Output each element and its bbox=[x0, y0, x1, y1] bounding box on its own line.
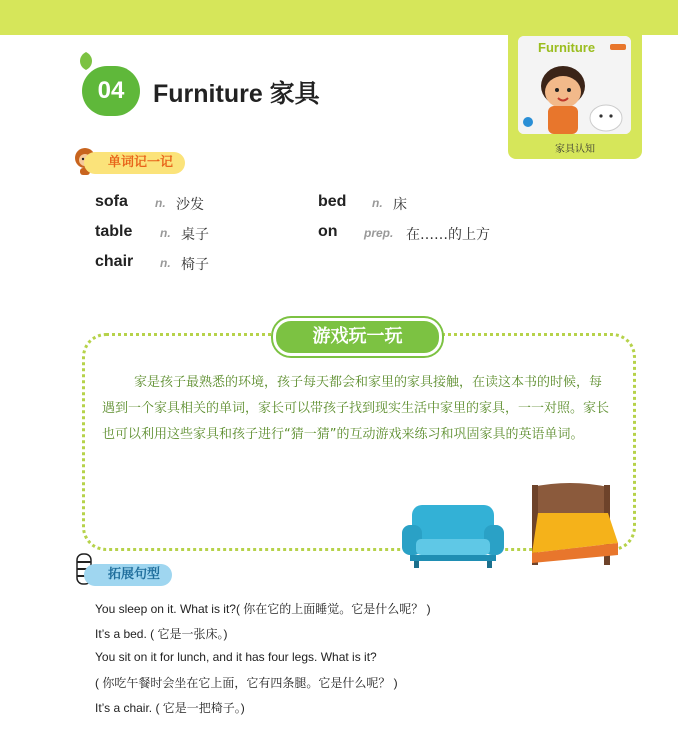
vocab-meaning: 在……的上方 bbox=[406, 227, 490, 243]
vocab-word: chair bbox=[95, 253, 134, 270]
vocab-word: sofa bbox=[95, 193, 128, 210]
vocab-pos: n. bbox=[160, 256, 171, 270]
game-text: 家是孩子最熟悉的环境，孩子每天都会和家里的家具接触，在读这本书的时候，每遇到一个家具相关的单词，家长可以带孩子找到现实生活中家里的家具，一一对照。家长也可以利用这些家具和孩子进行“猜一猜”的互动游戏来练习和巩固家具的英语单词。 bbox=[102, 375, 610, 442]
cover-caption: 家具认知 bbox=[555, 144, 595, 155]
sentence-line: ( 你吃午餐时会坐在它上面，它有四条腿。它是什么呢？ ) bbox=[95, 676, 398, 690]
sentence-line: You sit on it for lunch, and it has four legs. What is it? bbox=[95, 650, 377, 664]
bed-illustration bbox=[518, 483, 622, 567]
vocab-pos: prep. bbox=[364, 226, 394, 240]
vocab-pos: n. bbox=[160, 226, 171, 240]
sofa-illustration bbox=[400, 503, 506, 569]
vocab-pos: n. bbox=[155, 196, 166, 210]
game-title: 游戏玩一玩 bbox=[273, 318, 442, 356]
cover-title: Furniture bbox=[538, 40, 596, 55]
vocab-meaning: 沙发 bbox=[176, 197, 204, 213]
book-cover-card bbox=[508, 28, 642, 159]
vocab-word: on bbox=[318, 223, 338, 240]
book-cover-image bbox=[518, 36, 631, 134]
vocab-word: bed bbox=[318, 193, 347, 210]
lesson-title: Furniture 家具 bbox=[153, 80, 320, 108]
sentences-section-label: 拓展句型 bbox=[84, 564, 172, 586]
vocab-meaning: 床 bbox=[393, 197, 407, 213]
vocab-word: table bbox=[95, 223, 133, 240]
vocab-pos: n. bbox=[372, 196, 383, 210]
sentence-line: It’s a chair. ( 它是一把椅子。) bbox=[95, 701, 245, 715]
sentence-line: It’s a bed. ( 它是一张床。) bbox=[95, 627, 228, 641]
vocab-meaning: 椅子 bbox=[181, 257, 209, 273]
vocab-section-label: 单词记一记 bbox=[84, 152, 185, 174]
lesson-number: 04 bbox=[82, 66, 140, 116]
sentence-line: You sleep on it. What is it?( 你在它的上面睡觉。它是什么呢？ ) bbox=[95, 602, 431, 616]
vocab-meaning: 桌子 bbox=[181, 227, 209, 243]
